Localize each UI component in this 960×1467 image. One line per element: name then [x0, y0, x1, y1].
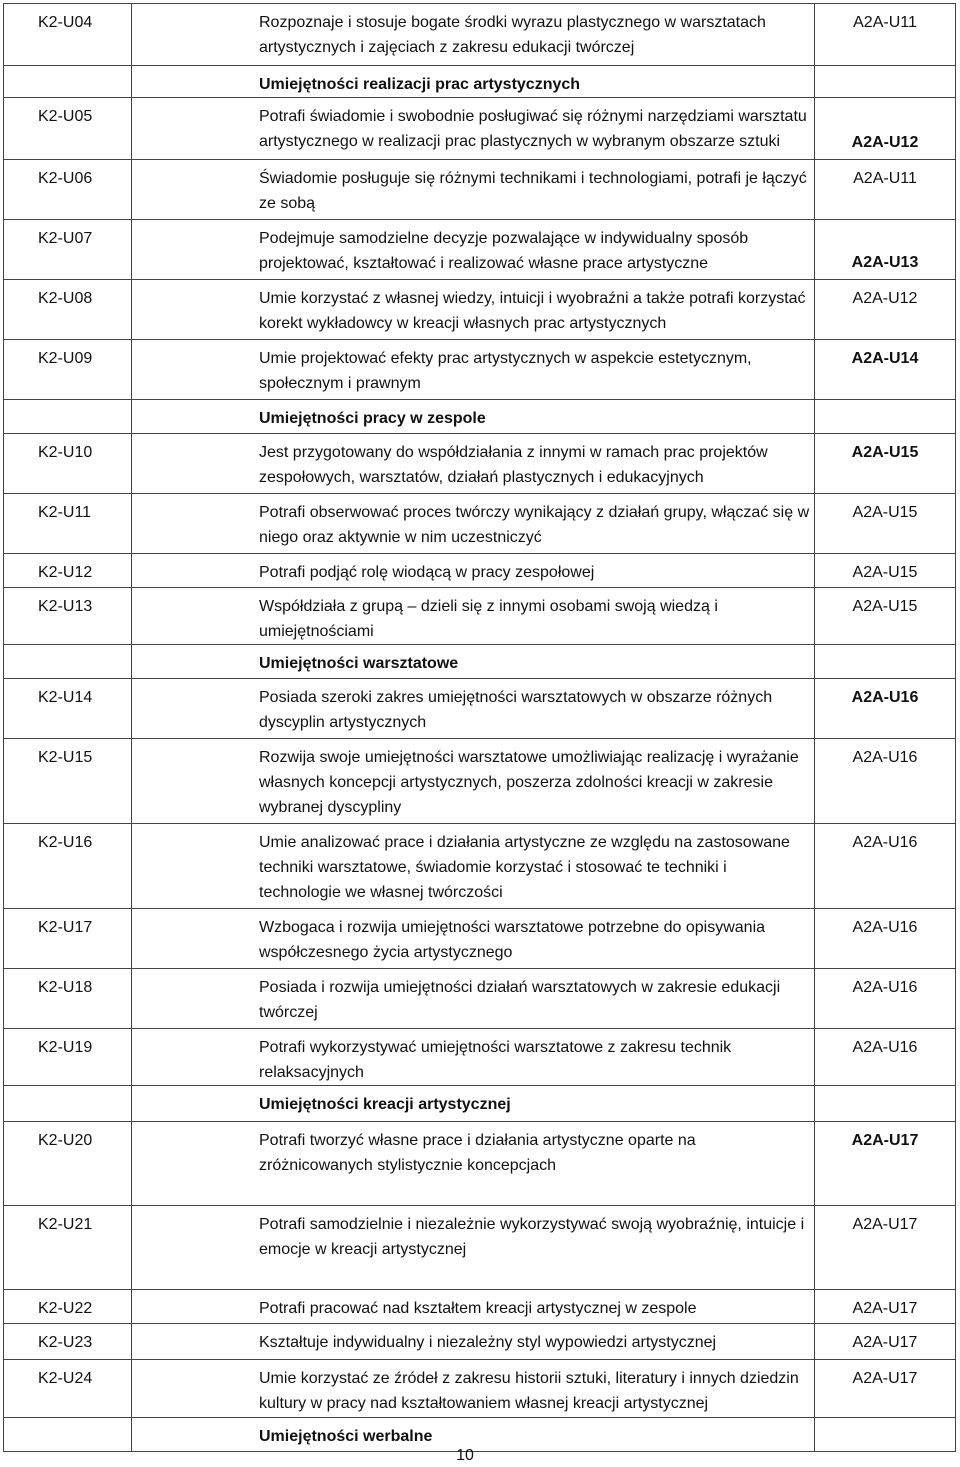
outcome-description: Kształtuje indywidualny i niezależny styl wypowiedzi artystycznej	[132, 1324, 815, 1360]
outcome-row	[4, 969, 956, 1029]
outcome-code: K2-U22	[4, 1290, 132, 1324]
reference-code: A2A-U17	[815, 1206, 956, 1290]
reference-code: A2A-U13	[815, 220, 956, 280]
outcome-row	[4, 434, 956, 494]
outcome-description: Potrafi podjąć rolę wiodącą w pracy zespołowej	[132, 554, 815, 588]
outcome-row	[4, 1360, 956, 1418]
reference-code: A2A-U15	[815, 434, 956, 494]
outcome-description: Podejmuje samodzielne decyzje pozwalające w indywidualny sposób projektować, kształtować i realizować własne prace artystyczne	[132, 220, 815, 280]
reference-code: A2A-U16	[815, 739, 956, 824]
reference-code: A2A-U16	[815, 824, 956, 909]
reference-code: A2A-U11	[815, 160, 956, 220]
reference-code: A2A-U12	[815, 98, 956, 160]
section-title: Umiejętności kreacji artystycznej	[132, 1086, 815, 1122]
code-cell-empty	[4, 66, 132, 98]
outcome-code: K2-U21	[4, 1206, 132, 1290]
outcome-description: Posiada szeroki zakres umiejętności warsztatowych w obszarze różnych dyscyplin artystycznych	[132, 679, 815, 739]
outcome-row	[4, 554, 956, 588]
outcome-description: Potrafi samodzielnie i niezależnie wykorzystywać swoją wyobraźnię, intuicje i emocje w kreacji artystycznej	[132, 1206, 815, 1290]
code-cell-empty	[4, 645, 132, 679]
ref-cell-empty	[815, 400, 956, 434]
reference-code: A2A-U15	[815, 494, 956, 554]
outcome-code: K2-U13	[4, 588, 132, 645]
outcome-row	[4, 588, 956, 645]
reference-code: A2A-U17	[815, 1360, 956, 1418]
outcome-code: K2-U19	[4, 1029, 132, 1086]
outcome-description: Umie analizować prace i działania artystyczne ze względu na zastosowane techniki warsztatowe, świadomie korzystać i stosować te techniki i technologie we własnej twórczości	[132, 824, 815, 909]
section-header-row	[4, 400, 956, 434]
outcome-row	[4, 1290, 956, 1324]
section-header-row	[4, 66, 956, 98]
outcome-description: Potrafi pracować nad kształtem kreacji artystycznej w zespole	[132, 1290, 815, 1324]
code-cell-empty	[4, 400, 132, 434]
outcome-description: Posiada i rozwija umiejętności działań warsztatowych w zakresie edukacji twórczej	[132, 969, 815, 1029]
outcome-description: Potrafi tworzyć własne prace i działania artystyczne oparte na zróżnicowanych stylistycznie koncepcjach	[132, 1122, 815, 1206]
outcome-description: Umie korzystać ze źródeł z zakresu historii sztuki, literatury i innych dziedzin kultury w pracy nad kształtowaniem własnej kreacji artystycznej	[132, 1360, 815, 1418]
reference-code: A2A-U17	[815, 1324, 956, 1360]
ref-cell-empty	[815, 1086, 956, 1122]
outcome-description: Umie projektować efekty prac artystycznych w aspekcie estetycznym, społecznym i prawnym	[132, 340, 815, 400]
outcome-code: K2-U16	[4, 824, 132, 909]
outcome-code: K2-U11	[4, 494, 132, 554]
outcome-code: K2-U15	[4, 739, 132, 824]
section-title: Umiejętności realizacji prac artystycznych	[132, 66, 815, 98]
section-title: Umiejętności werbalne	[132, 1418, 815, 1452]
outcome-code: K2-U08	[4, 280, 132, 340]
outcome-code: K2-U04	[4, 4, 132, 66]
reference-code: A2A-U12	[815, 280, 956, 340]
outcome-description: Rozwija swoje umiejętności warsztatowe umożliwiając realizację i wyrażanie własnych koncepcji artystycznych, poszerza zdolności kreacji w zakresie wybranej dyscypliny	[132, 739, 815, 824]
page-number: 10	[456, 1447, 474, 1464]
outcome-code: K2-U10	[4, 434, 132, 494]
outcome-row	[4, 1029, 956, 1086]
outcome-row	[4, 494, 956, 554]
outcome-description: Świadomie posługuje się różnymi technikami i technologiami, potrafi je łączyć ze sobą	[132, 160, 815, 220]
reference-code: A2A-U17	[815, 1290, 956, 1324]
outcome-code: K2-U14	[4, 679, 132, 739]
outcome-code: K2-U06	[4, 160, 132, 220]
outcome-row	[4, 679, 956, 739]
outcome-description: Potrafi świadomie i swobodnie posługiwać się różnymi narzędziami warsztatu artystycznego w realizacji prac plastycznych w wybranym obszarze sztuki	[132, 98, 815, 160]
outcome-code: K2-U20	[4, 1122, 132, 1206]
outcome-code: K2-U23	[4, 1324, 132, 1360]
outcome-code: K2-U09	[4, 340, 132, 400]
outcome-description: Potrafi obserwować proces twórczy wynikający z działań grupy, włączać się w niego oraz aktywnie w nim uczestniczyć	[132, 494, 815, 554]
outcome-row	[4, 98, 956, 160]
ref-cell-empty	[815, 66, 956, 98]
outcome-description: Jest przygotowany do współdziałania z innymi w ramach prac projektów zespołowych, warsztatów, działań plastycznych i edukacyjnych	[132, 434, 815, 494]
outcome-code: K2-U12	[4, 554, 132, 588]
outcome-row	[4, 280, 956, 340]
outcome-description: Wzbogaca i rozwija umiejętności warsztatowe potrzebne do opisywania współczesnego życia artystycznego	[132, 909, 815, 969]
outcome-description: Rozpoznaje i stosuje bogate środki wyrazu plastycznego w warsztatach artystycznych i zajęciach z zakresu edukacji twórczej	[132, 4, 815, 66]
outcome-description: Współdziała z grupą – dzieli się z innymi osobami swoją wiedzą i umiejętnościami	[132, 588, 815, 645]
section-header-row	[4, 645, 956, 679]
outcome-description: Umie korzystać z własnej wiedzy, intuicji i wyobraźni a także potrafi korzystać korekt wykładowcy w kreacji własnych prac artystycznych	[132, 280, 815, 340]
reference-code: A2A-U16	[815, 969, 956, 1029]
reference-code: A2A-U17	[815, 1122, 956, 1206]
outcome-row	[4, 340, 956, 400]
outcome-code: K2-U17	[4, 909, 132, 969]
outcome-row	[4, 1324, 956, 1360]
outcome-code: K2-U07	[4, 220, 132, 280]
outcome-code: K2-U24	[4, 1360, 132, 1418]
outcome-row	[4, 739, 956, 824]
section-title: Umiejętności pracy w zespole	[132, 400, 815, 434]
outcome-row	[4, 824, 956, 909]
ref-cell-empty	[815, 645, 956, 679]
reference-code: A2A-U15	[815, 554, 956, 588]
outcome-row	[4, 220, 956, 280]
code-cell-empty	[4, 1086, 132, 1122]
reference-code: A2A-U11	[815, 4, 956, 66]
outcome-row	[4, 1206, 956, 1290]
section-title: Umiejętności warsztatowe	[132, 645, 815, 679]
reference-code: A2A-U16	[815, 1029, 956, 1086]
section-header-row	[4, 1086, 956, 1122]
outcome-description: Potrafi wykorzystywać umiejętności warsztatowe z zakresu technik relaksacyjnych	[132, 1029, 815, 1086]
outcome-code: K2-U18	[4, 969, 132, 1029]
outcome-row	[4, 1122, 956, 1206]
reference-code: A2A-U16	[815, 679, 956, 739]
outcome-row	[4, 909, 956, 969]
reference-code: A2A-U16	[815, 909, 956, 969]
outcome-code: K2-U05	[4, 98, 132, 160]
reference-code: A2A-U14	[815, 340, 956, 400]
outcome-row	[4, 4, 956, 66]
outcome-row	[4, 160, 956, 220]
reference-code: A2A-U15	[815, 588, 956, 645]
learning-outcomes-table	[3, 3, 956, 1452]
